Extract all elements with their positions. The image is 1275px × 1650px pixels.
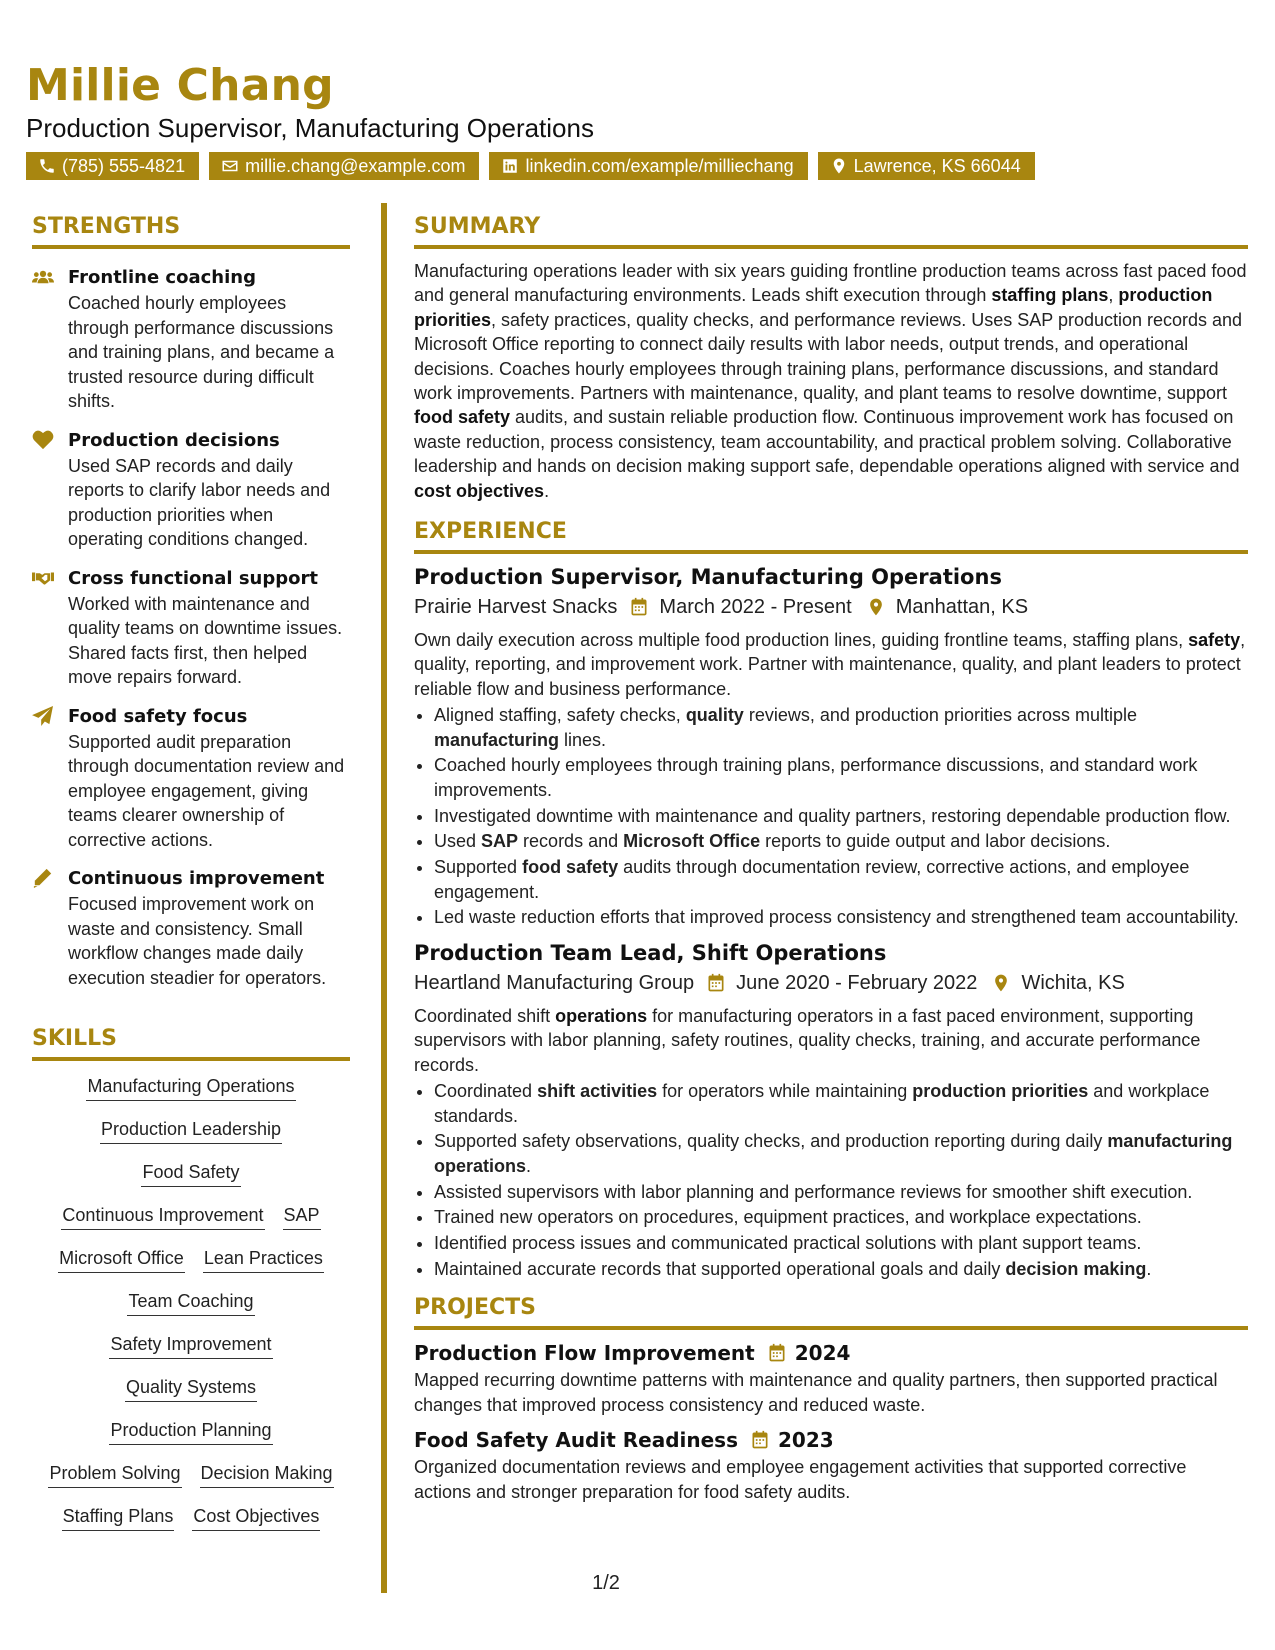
column-divider <box>381 203 387 1593</box>
projects-heading: PROJECTS <box>414 1295 1248 1330</box>
bullet-item: • Investigated downtime with maintenance and quality partners, restoring dependable production flow. <box>434 804 1248 828</box>
job-meta <box>414 968 1248 998</box>
heart-icon <box>32 430 54 450</box>
location-pin-icon <box>866 597 886 617</box>
job-entry <box>414 562 1248 930</box>
bullet-item: • Maintained accurate records that supported operational goals and daily decision making. <box>434 1257 1248 1281</box>
skill-tag: Production Planning <box>109 1417 272 1445</box>
skill-row <box>109 1331 272 1359</box>
paper-plane-icon <box>32 706 54 726</box>
strengths-heading: STRENGTHS <box>32 214 350 249</box>
skill-row <box>48 1460 333 1488</box>
job-bullets <box>414 1079 1248 1281</box>
skill-row <box>109 1417 272 1445</box>
skill-tag: Production Leadership <box>100 1116 282 1144</box>
location-pin-icon <box>991 973 1011 993</box>
project-year: 2024 <box>794 1341 851 1366</box>
contact-phone[interactable] <box>26 152 199 180</box>
contact-text: millie.chang@example.com <box>245 156 466 176</box>
project-entry <box>414 1425 1248 1504</box>
project-title: Production Flow Improvement <box>414 1341 755 1366</box>
contact-text: Lawrence, KS 66044 <box>853 156 1021 176</box>
strength-title: Continuous improvement <box>68 868 325 889</box>
email-icon <box>221 157 239 175</box>
project-description: Mapped recurring downtime patterns with maintenance and quality partners, then supported practical changes that improved process consistency and reduced waste. <box>414 1370 1218 1415</box>
skill-tag: Microsoft Office <box>58 1245 185 1273</box>
skills-list <box>32 1073 350 1531</box>
skill-row <box>62 1503 321 1531</box>
job-intro: Coordinated shift operations for manufacturing operators in a fast paced environment, supporting supervisors with labor planning, safety routines, quality checks, training, and accurate performance records. <box>414 1005 1201 1075</box>
project-title: Food Safety Audit Readiness <box>414 1428 738 1453</box>
skill-row <box>100 1116 282 1144</box>
strength-item <box>32 265 352 414</box>
strength-title: Food safety focus <box>68 705 248 727</box>
skill-tag: Food Safety <box>141 1159 240 1187</box>
strength-title: Production decisions <box>68 429 280 451</box>
skill-tag: Decision Making <box>200 1460 334 1488</box>
bullet-item: • Used SAP records and Microsoft Office reports to guide output and labor decisions. <box>434 829 1248 853</box>
bullet-item: • Trained new operators on procedures, equipment practices, and workplace expectations. <box>434 1205 1248 1229</box>
calendar-icon <box>767 1343 787 1363</box>
job-title: Production Supervisor, Manufacturing Operations <box>414 565 1002 590</box>
bullet-item: • Supported safety observations, quality checks, and production reporting during daily manufacturing operations. <box>434 1129 1248 1178</box>
job-company: Heartland Manufacturing Group <box>414 971 695 994</box>
contact-text: (785) 555-4821 <box>62 156 186 176</box>
skill-tag: Cost Objectives <box>192 1503 320 1531</box>
users-icon <box>32 267 54 287</box>
project-title-row <box>414 1338 1248 1368</box>
strength-description: Coached hourly employees through performance discussions and training plans, and became a trusted resource during difficult shifts. <box>68 293 335 411</box>
linkedin-icon <box>501 157 519 175</box>
job-entry <box>414 938 1248 1281</box>
handshake-icon <box>32 568 54 588</box>
location-icon <box>830 157 848 175</box>
skill-tag: Manufacturing Operations <box>86 1073 295 1101</box>
skill-tag: Lean Practices <box>203 1245 324 1273</box>
strengths-list <box>32 249 352 990</box>
skill-row <box>141 1159 240 1187</box>
contact-bar <box>26 152 1035 180</box>
calendar-icon <box>750 1430 770 1450</box>
strength-title: Cross functional support <box>68 567 318 589</box>
skill-row <box>86 1073 295 1101</box>
strength-item <box>32 704 352 853</box>
job-meta <box>414 592 1248 622</box>
skill-row <box>125 1374 257 1402</box>
skill-tag: Staffing Plans <box>62 1503 175 1531</box>
skill-tag: Problem Solving <box>48 1460 181 1488</box>
page-number: 1/2 <box>592 1572 620 1594</box>
strength-item <box>32 866 352 990</box>
pencil-icon <box>32 868 54 888</box>
bullet-item: • Led waste reduction efforts that improved process consistency and strengthened team accountability. <box>434 905 1248 929</box>
skill-row <box>61 1202 320 1230</box>
summary-text: Manufacturing operations leader with six years guiding frontline production teams across fast paced food and general manufacturing environments. Leads shift execution through staffing plans, production priorities, safety practices, quality checks, and performance reviews. Uses SAP production records and Microsoft Office reporting to connect daily results with labor needs, output trends, and operational decisions. Coaches hourly employees through training plans, performance discussions, and standard work improvements. Partners with maintenance, quality, and plant teams to resolve downtime, support food safety audits, and sustain reliable production flow. Continuous improvement work has focused on waste reduction, process consistency, team accountability, and practical problem solving. Collaborative leadership and hands on decision making support safe, dependable operations aligned with service and cost objectives. <box>414 261 1247 501</box>
candidate-title: Production Supervisor, Manufacturing Operations <box>26 113 594 143</box>
job-location: Wichita, KS <box>1021 971 1125 994</box>
skill-tag: Quality Systems <box>125 1374 257 1402</box>
contact-linkedin[interactable] <box>489 152 807 180</box>
contact-text: linkedin.com/example/milliechang <box>525 156 794 176</box>
job-company: Prairie Harvest Snacks <box>414 596 618 619</box>
summary-heading: SUMMARY <box>414 214 1248 249</box>
bullet-item: • Coached hourly employees through training plans, performance discussions, and standard work improvements. <box>434 753 1248 802</box>
project-description: Organized documentation reviews and employee engagement activities that supported corrective actions and stronger preparation for food safety audits. <box>414 1457 1187 1502</box>
bullet-item: • Aligned staffing, safety checks, quality reviews, and production priorities across multiple manufacturing lines. <box>434 703 1248 752</box>
left-column <box>32 214 352 1531</box>
job-title: Production Team Lead, Shift Operations <box>414 940 887 965</box>
bullet-item: • Supported food safety audits through documentation review, corrective actions, and employee engagement. <box>434 855 1248 904</box>
strength-title: Frontline coaching <box>68 267 256 288</box>
calendar-icon <box>629 597 649 617</box>
skill-tag: SAP <box>283 1202 321 1230</box>
job-location: Manhattan, KS <box>895 596 1029 619</box>
skill-row <box>58 1245 324 1273</box>
strength-item <box>32 428 352 552</box>
strength-description: Supported audit preparation through documentation review and employee engagement, giving teams clearer ownership of corrective actions. <box>68 731 345 850</box>
right-column <box>414 214 1248 1504</box>
skill-row <box>127 1288 254 1316</box>
strength-item <box>32 566 352 690</box>
project-entry <box>414 1338 1248 1417</box>
skills-heading: SKILLS <box>32 1026 350 1061</box>
strength-description: Worked with maintenance and quality teams on downtime issues. Shared facts first, then helped move repairs forward. <box>68 593 343 687</box>
project-title-row <box>414 1425 1248 1455</box>
phone-icon <box>38 157 56 175</box>
candidate-name: Millie Chang <box>26 60 334 111</box>
strength-description: Used SAP records and daily reports to clarify labor needs and production priorities when operating conditions changed. <box>68 455 331 549</box>
skill-tag: Team Coaching <box>127 1288 254 1316</box>
contact-email[interactable] <box>209 152 479 180</box>
skill-tag: Continuous Improvement <box>61 1202 264 1230</box>
job-dates: March 2022 - Present <box>659 596 852 619</box>
job-intro: Own daily execution across multiple food production lines, guiding frontline teams, staffing plans, safety, quality, reporting, and improvement work. Partner with maintenance, quality, and plant leaders to protect reliable flow and business performance. <box>414 630 1246 699</box>
job-dates: June 2020 - February 2022 <box>736 971 978 994</box>
project-year: 2023 <box>778 1428 834 1453</box>
strength-description: Focused improvement work on waste and consistency. Small workflow changes made daily execution steadier for operators. <box>68 894 327 988</box>
calendar-icon <box>706 973 726 993</box>
experience-heading: EXPERIENCE <box>414 519 1248 554</box>
bullet-item: • Identified process issues and communicated practical solutions with plant support teams. <box>434 1231 1248 1255</box>
skill-tag: Safety Improvement <box>109 1331 272 1359</box>
bullet-item: • Coordinated shift activities for operators while maintaining production priorities and workplace standards. <box>434 1079 1248 1128</box>
contact-location[interactable] <box>818 152 1035 180</box>
bullet-item: • Assisted supervisors with labor planning and performance reviews for smoother shift execution. <box>434 1180 1248 1204</box>
job-bullets <box>414 703 1248 930</box>
